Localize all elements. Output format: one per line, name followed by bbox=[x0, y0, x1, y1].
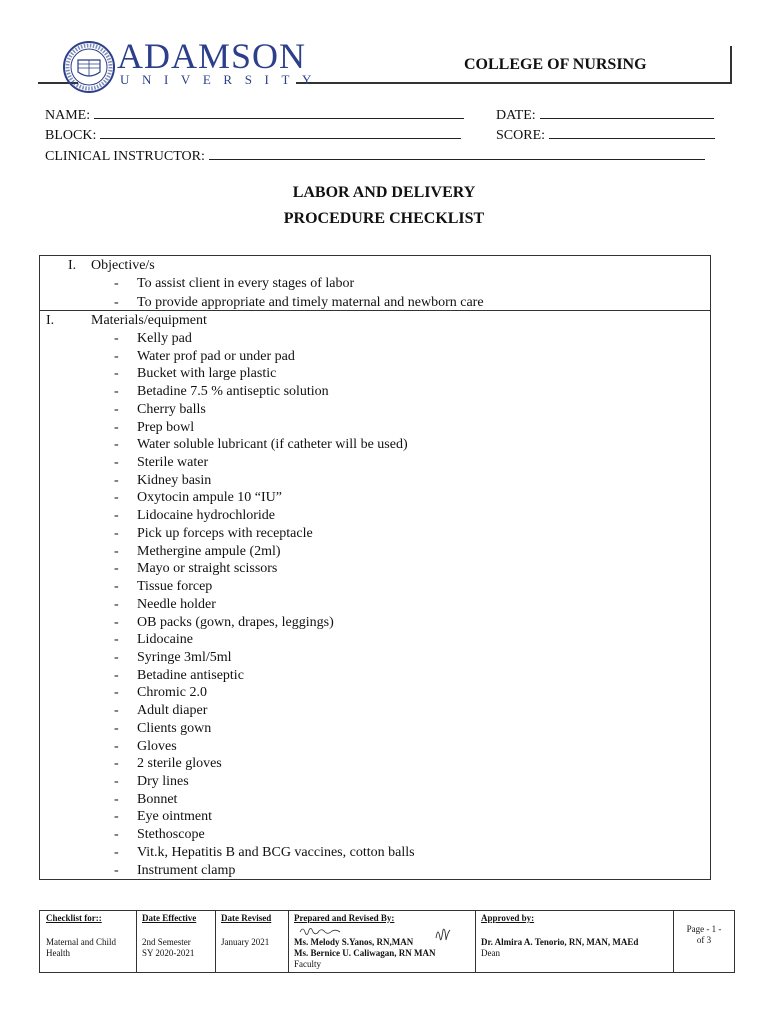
bullet-dash: - bbox=[114, 579, 119, 595]
objectives-heading bbox=[68, 257, 155, 275]
bullet-dash: - bbox=[114, 632, 119, 648]
list-item-text: Eye ointment bbox=[137, 809, 213, 825]
bullet-dash: - bbox=[114, 809, 119, 825]
list-item-text: Pick up forceps with receptacle bbox=[137, 525, 313, 541]
materials-title: Materials/equipment bbox=[91, 313, 207, 328]
bullet-dash: - bbox=[114, 614, 119, 630]
bullet-dash: - bbox=[114, 827, 119, 843]
bullet-dash: - bbox=[114, 738, 119, 754]
bullet-dash: - bbox=[114, 561, 119, 577]
bullet-dash: - bbox=[114, 348, 119, 364]
list-item-text: Betadine antiseptic bbox=[137, 667, 244, 683]
list-item-text: Tissue forcep bbox=[137, 579, 213, 595]
bullet-dash: - bbox=[114, 419, 119, 435]
approved-by-name: Dr. Almira A. Tenorio, RN, MAN, MAEd bbox=[481, 937, 639, 947]
bullet-dash: - bbox=[114, 525, 119, 541]
list-item-text: 2 sterile gloves bbox=[137, 756, 222, 772]
date-effective-label: Date Effective bbox=[142, 913, 197, 923]
objectives-numeral: I. bbox=[68, 258, 77, 273]
bullet-dash: - bbox=[114, 331, 119, 346]
score-blank[interactable] bbox=[549, 124, 715, 139]
prepared-by-name: Ms. Melody S.Yanos, RN,MAN bbox=[294, 937, 414, 947]
date-field bbox=[496, 104, 714, 126]
date-effective-value: SY 2020-2021 bbox=[142, 948, 195, 958]
footer-col-divider bbox=[288, 910, 289, 973]
list-item-text: Dry lines bbox=[137, 774, 189, 789]
instructor-label: CLINICAL INSTRUCTOR: bbox=[45, 149, 205, 164]
approved-by-role: Dean bbox=[481, 948, 500, 958]
name-field bbox=[45, 104, 464, 126]
bullet-dash: - bbox=[114, 472, 119, 488]
checklist-for-value: Maternal and Child bbox=[46, 937, 116, 947]
instructor-field bbox=[45, 145, 705, 167]
bullet-dash: - bbox=[114, 384, 119, 400]
list-item-text: Lidocaine hydrochloride bbox=[137, 508, 276, 524]
list-item-text: Water soluble lubricant (if catheter will be used) bbox=[137, 437, 408, 453]
list-item-text: Bucket with large plastic bbox=[137, 366, 277, 382]
footer-col-divider bbox=[475, 910, 476, 973]
logo-subtitle: UNIVERSITY bbox=[120, 72, 324, 87]
bullet-dash: - bbox=[114, 543, 119, 559]
list-item-text: Kelly pad bbox=[137, 331, 192, 346]
bullet-dash: - bbox=[114, 774, 119, 789]
bullet-dash: - bbox=[114, 437, 119, 453]
bullet-dash: - bbox=[114, 508, 119, 524]
checklist-for-value: Health bbox=[46, 948, 70, 958]
list-item-text: Water prof pad or under pad bbox=[137, 348, 295, 364]
approved-by-label: Approved by: bbox=[481, 913, 535, 923]
list-item-text: Cherry balls bbox=[137, 401, 206, 417]
bullet-dash: - bbox=[114, 649, 119, 665]
document-title: LABOR AND DELIVERY bbox=[292, 184, 476, 201]
list-item-text: Instrument clamp bbox=[137, 862, 236, 878]
bullet-dash: - bbox=[114, 720, 119, 736]
list-item-text: Sterile water bbox=[137, 455, 209, 471]
bullet-dash: - bbox=[114, 596, 119, 612]
list-item-text: To assist client in every stages of labor bbox=[137, 276, 355, 291]
bullet-dash: - bbox=[114, 703, 119, 719]
logo-wordmark: ADAMSON bbox=[117, 36, 307, 76]
bullet-dash: - bbox=[114, 490, 119, 506]
prepared-by-role: Faculty bbox=[294, 959, 321, 969]
bullet-dash: - bbox=[114, 685, 119, 701]
bullet-dash: - bbox=[114, 455, 119, 471]
list-item-text: Bonnet bbox=[137, 791, 178, 807]
list-item-text: Adult diaper bbox=[137, 703, 208, 719]
bullet-dash: - bbox=[114, 791, 119, 807]
materials-heading bbox=[46, 312, 207, 330]
bullet-dash: - bbox=[114, 667, 119, 683]
list-item-text: Clients gown bbox=[137, 720, 212, 736]
footer-col-divider bbox=[215, 910, 216, 973]
bullet-dash: - bbox=[114, 401, 119, 417]
college-name: COLLEGE OF NURSING bbox=[464, 56, 647, 73]
list-item-text: Gloves bbox=[137, 738, 177, 754]
instructor-blank[interactable] bbox=[209, 145, 705, 160]
list-item-text: OB packs (gown, drapes, leggings) bbox=[137, 614, 334, 630]
list-item-text: Syringe 3ml/5ml bbox=[137, 649, 232, 665]
block-blank[interactable] bbox=[100, 124, 461, 139]
bullet-dash: - bbox=[114, 844, 119, 860]
list-item-text: Betadine 7.5 % antiseptic solution bbox=[137, 384, 329, 400]
bullet-dash: - bbox=[114, 756, 119, 772]
prepared-by-name: Ms. Bernice U. Caliwagan, RN MAN bbox=[294, 948, 436, 958]
list-item-text: Oxytocin ampule 10 “IU” bbox=[137, 490, 283, 506]
list-item-text: Chromic 2.0 bbox=[137, 685, 207, 701]
page-number: Page - 1 - bbox=[686, 924, 722, 934]
page-total: of 3 bbox=[696, 935, 712, 945]
header-rule-vertical bbox=[730, 46, 732, 84]
name-label: NAME: bbox=[45, 108, 91, 123]
block-field bbox=[45, 124, 461, 146]
materials-numeral: I. bbox=[46, 313, 55, 328]
date-effective-value: 2nd Semester bbox=[142, 937, 191, 947]
name-blank[interactable] bbox=[94, 104, 464, 119]
date-revised-value: January 2021 bbox=[221, 937, 270, 947]
header-rule-right bbox=[296, 82, 732, 84]
date-revised-label: Date Revised bbox=[221, 913, 272, 923]
document-subtitle: PROCEDURE CHECKLIST bbox=[283, 210, 485, 227]
date-blank[interactable] bbox=[540, 104, 714, 119]
checklist-for-label: Checklist for:: bbox=[46, 913, 102, 923]
prepared-by-label: Prepared and Revised By: bbox=[294, 913, 395, 923]
list-item-text: Mayo or straight scissors bbox=[137, 561, 278, 577]
list-item-text: Kidney basin bbox=[137, 472, 212, 488]
objectives-title: Objective/s bbox=[91, 258, 155, 273]
bullet-dash: - bbox=[114, 366, 119, 382]
bullet-dash: - bbox=[114, 276, 119, 291]
list-item-text: Stethoscope bbox=[137, 827, 205, 843]
bullet-dash: - bbox=[114, 862, 119, 878]
bullet-dash: - bbox=[114, 294, 119, 310]
date-label: DATE: bbox=[496, 108, 536, 123]
score-field bbox=[496, 124, 715, 146]
list-item-text: Needle holder bbox=[137, 596, 216, 612]
list-item-text: Vit.k, Hepatitis B and BCG vaccines, cotton balls bbox=[137, 844, 415, 860]
list-item-text: Methergine ampule (2ml) bbox=[137, 543, 281, 559]
score-label: SCORE: bbox=[496, 128, 546, 143]
footer-col-divider bbox=[136, 910, 137, 973]
university-seal-icon bbox=[62, 40, 116, 94]
list-item-text: Lidocaine bbox=[137, 632, 193, 648]
block-label: BLOCK: bbox=[45, 128, 97, 143]
list-item-text: To provide appropriate and timely maternal and newborn care bbox=[137, 294, 484, 310]
list-item-text: Prep bowl bbox=[137, 419, 195, 435]
